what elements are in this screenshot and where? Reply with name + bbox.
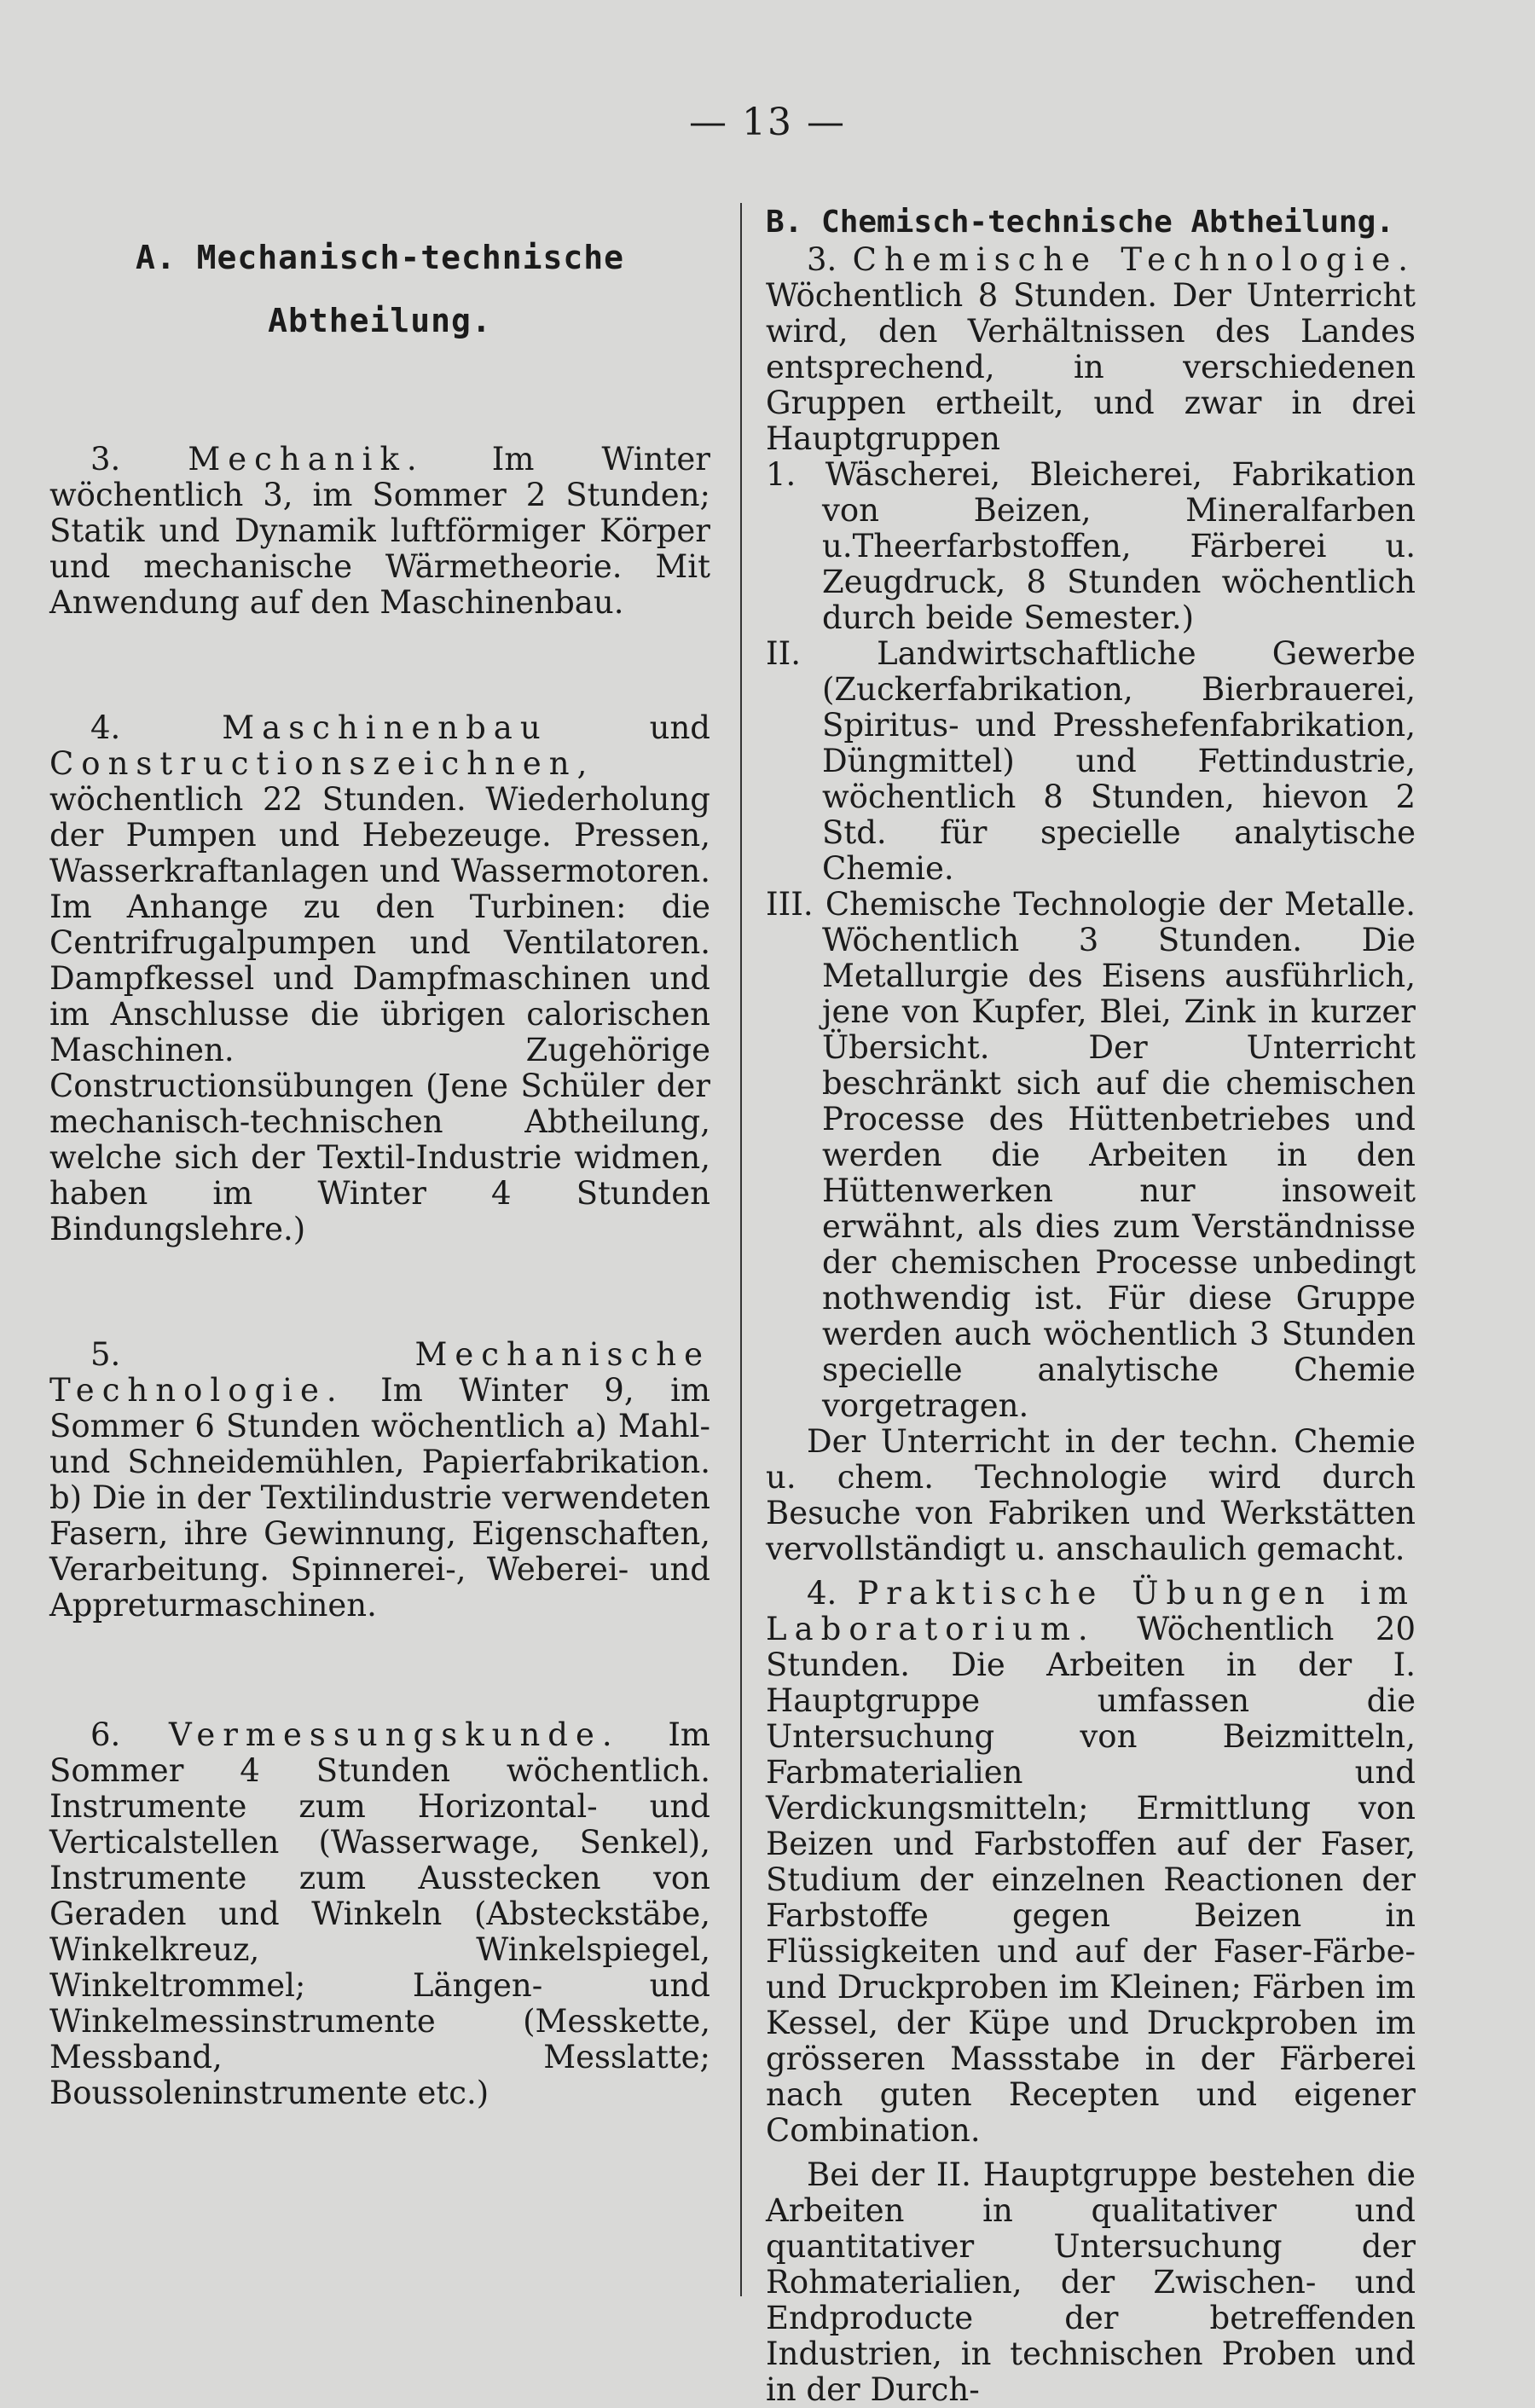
group-number: III. — [766, 886, 814, 923]
item-text: Wöchentlich 20 Stunden. Die Arbeiten in der I. Hauptgruppe umfassen die Untersuchung von Beizmitteln, Farbmaterialien und Verdickungsmitteln; Ermittlung von Beizen und Farbstoffen auf der Faser, Studium der einzelnen Reactionen der Farbstoffe gegen Beizen in Flüssigkeiten und auf der Faser-Färbe- und Druckproben im Kleinen; Färben im Kessel, der Küpe und Druckproben im grösseren Massstabe in der Färberei nach guten Recepten und eigener Combination. — [766, 1611, 1416, 2149]
item-title: Praktische Übungen im Laboratorium. — [766, 1575, 1416, 1647]
item-title: Mechanische Technologie. — [49, 1336, 710, 1409]
group-item — [766, 887, 1416, 1424]
paragraph-group-two: Bei der II. Hauptgruppe bestehen die Arbeiten in qualitativer und quantitativer Untersuchung der Rohmaterialien, der Zwischen- und Endproducte der betreffenden Industrien, in technischen Proben und in der Durch- — [766, 2156, 1416, 2408]
page-number: — 13 — — [689, 101, 846, 144]
item-title-conj: und — [649, 709, 710, 746]
item-number: 3. — [90, 441, 121, 478]
group-text: Chemische Technologie der Metalle. Wöchentlich 3 Stunden. Die Metallurgie des Eisens ausführlich, jene von Kupfer, Blei, Zink in kurzer Übersicht. Der Unterricht beschränkt sich auf die chemischen Processe des Hüttenbetriebes und werden die Arbeiten in den Hüttenwerken nur insoweit erwähnt, als dies zum Verständnisse der chemischen Processe unbedingt nothwendig ist. Für diese Gruppe werden auch wöchentlich 3 Stunden specielle analytische Chemie vorgetragen. — [822, 886, 1416, 1424]
item-title: Chemische Technologie. — [852, 241, 1416, 278]
right-column — [766, 203, 1416, 2408]
left-column — [49, 226, 710, 2111]
item-3-mechanik — [49, 442, 710, 621]
item-3-chemische-technologie — [766, 242, 1416, 457]
item-number: 6. — [90, 1716, 121, 1753]
section-a-heading — [49, 226, 710, 352]
section-a-heading-line2: Abtheilung. — [268, 302, 492, 339]
item-title-2: Constructionszeichnen, — [49, 745, 595, 782]
item-5-mechanische-technologie — [49, 1337, 710, 1624]
item-text: Im Sommer 4 Stunden wöchentlich. Instrumente zum Horizontal- und Verticalstellen (Wasserwage, Senkel), Instrumente zum Ausstecken von Geraden und Winkeln (Absteckstäbe, Winkelkreuz, Winkelspiegel, Winkeltrommel; Längen- und Winkelmessinstrumente (Messkette, Messband, Messlatte; Boussoleninstrumente etc.) — [49, 1716, 711, 2111]
item-text: Im Winter wöchentlich 3, im Sommer 2 Stunden; Statik und Dynamik luftförmiger Körper und mechanische Wärmetheorie. Mit Anwendung auf den Maschinenbau. — [49, 441, 710, 621]
group-item — [766, 457, 1416, 636]
item-number: 4. — [90, 709, 121, 746]
group-item — [766, 636, 1416, 887]
paragraph-visits: Der Unterricht in der techn. Chemie u. chem. Technologie wird durch Besuche von Fabriken und Werkstätten vervollständigt u. anschaulich gemacht. — [766, 1423, 1416, 1567]
item-title: Mechanik. — [188, 441, 425, 478]
column-divider — [740, 203, 742, 2296]
item-number: 3. — [807, 241, 837, 278]
item-number: 5. — [90, 1336, 121, 1373]
section-a-heading-line1: A. Mechanisch-technische — [135, 239, 625, 276]
section-b-heading: B. Chemisch-technische Abtheilung. — [766, 205, 1394, 240]
item-title: Vermessungskunde. — [169, 1716, 620, 1753]
group-text: Landwirtschaftliche Gewerbe (Zuckerfabrikation, Bierbrauerei, Spiritus- und Presshefenfabrikation, Düngmittel) und Fettindustrie, wöchentlich 8 Stunden, hievon 2 Std. für specielle analytische Chemie. — [822, 635, 1416, 887]
item-title: Maschinenbau — [222, 709, 548, 746]
item-4-praktische-uebungen — [766, 1576, 1416, 2149]
item-text: wöchentlich 22 Stunden. Wiederholung der Pumpen und Hebezeuge. Pressen, Wasserkraftanlagen und Wassermotoren. Im Anhange zu den Turbinen: die Centrifrugalpumpen und Ventilatoren. Dampfkessel und Dampfmaschinen und im Anschlusse die übrigen calorischen Maschinen. Zugehörige Constructionsübungen (Jene Schüler der mechanisch-technischen Abtheilung, welche sich der Textil-Industrie widmen, haben im Winter 4 Stunden Bindungslehre.) — [49, 781, 710, 1247]
item-text: Wöchentlich 8 Stunden. Der Unterricht wird, den Verhältnissen des Landes entsprechend, in verschiedenen Gruppen ertheilt, und zwar in drei Hauptgruppen — [766, 277, 1416, 457]
group-text: Wäscherei, Bleicherei, Fabrikation von Beizen, Mineralfarben u.Theerfarbstoffen, Färberei u. Zeugdruck, 8 Stunden wöchentlich durch beide Semester.) — [822, 456, 1416, 636]
item-number: 4. — [807, 1575, 837, 1612]
item-6-vermessungskunde — [49, 1717, 710, 2111]
item-text: Im Winter 9, im Sommer 6 Stunden wöchentlich a) Mahl- und Schneidemühlen, Papierfabrikation. b) Die in der Textilindustrie verwendeten Fasern, ihre Gewinnung, Eigenschaften, Verarbeitung. Spinnerei-, Weberei- und Appreturmaschinen. — [49, 1372, 710, 1624]
item-4-maschinenbau — [49, 710, 710, 1247]
group-number: 1. — [766, 456, 796, 493]
group-number: II. — [766, 635, 801, 672]
